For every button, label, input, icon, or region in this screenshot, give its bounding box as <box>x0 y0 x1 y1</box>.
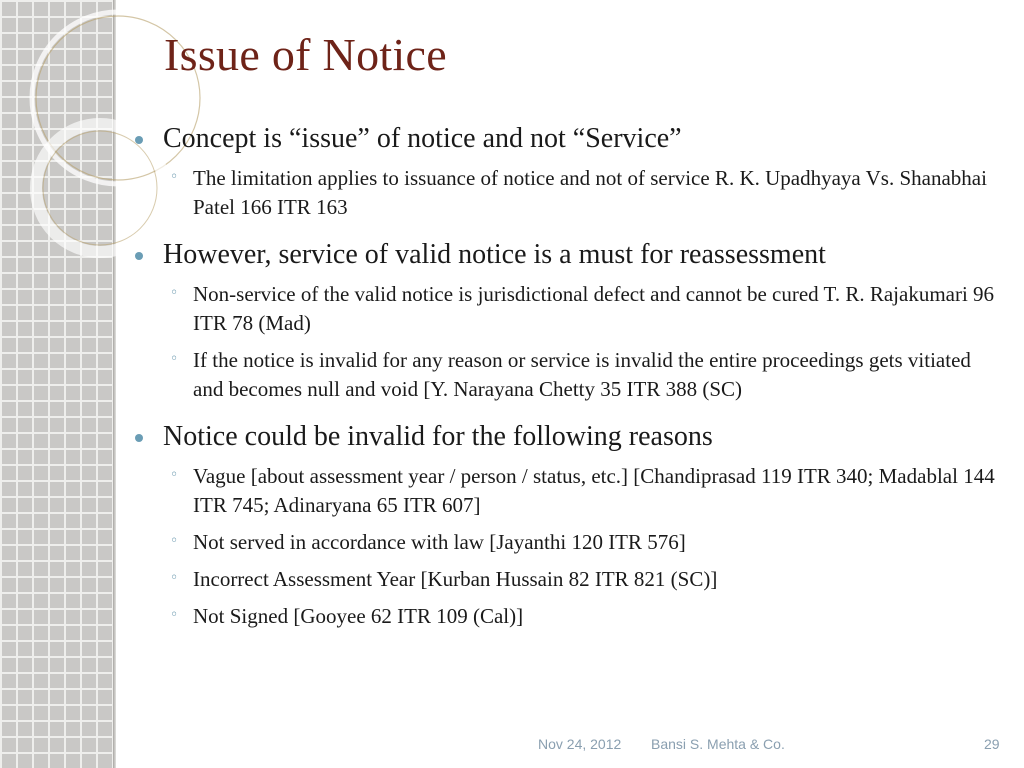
sub-bullet-text: Non-service of the valid notice is jurisdictional defect and cannot be cured T. R. Rajakumari 96 ITR 78 (Mad) <box>193 282 995 335</box>
sub-bullet-text: The limitation applies to issuance of notice and not of service R. K. Upadhyaya Vs. Shanabhai Patel 166 ITR 163 <box>193 166 987 219</box>
sub-bullet-item <box>133 602 1003 631</box>
sub-bullet-item <box>133 346 1003 404</box>
sub-bullet-item <box>133 280 1003 338</box>
sub-bullet-text: Not Signed [Gooyee 62 ITR 109 (Cal)] <box>193 604 524 628</box>
circle-bullet-icon: ◦ <box>170 570 179 586</box>
footer-date: Nov 24, 2012 <box>538 736 622 752</box>
bullet-text: Concept is “issue” of notice and not “Service” <box>163 123 682 154</box>
sub-bullet-text: If the notice is invalid for any reason or service is invalid the entire proceedings gets vitiated and becomes null and void [Y. Narayana Chetty 35 ITR 388 (SC) <box>193 348 971 401</box>
footer-company: Bansi S. Mehta & Co. <box>651 736 785 752</box>
sub-bullet-item <box>133 565 1003 594</box>
sub-bullet-item <box>133 462 1003 520</box>
circle-bullet-icon: ◦ <box>170 533 179 549</box>
bullet-item <box>133 122 1003 156</box>
bullet-dot-icon <box>135 252 143 260</box>
bullet-group <box>133 420 1003 631</box>
bullet-group <box>133 238 1003 404</box>
bullet-group <box>133 122 1003 222</box>
sub-bullet-text: Vague [about assessment year / person / status, etc.] [Chandiprasad 119 ITR 340; Madablal 144 ITR 745; Adinaryana 65 ITR 607] <box>193 464 995 517</box>
bullet-dot-icon <box>135 434 143 442</box>
sub-bullet-text: Incorrect Assessment Year [Kurban Hussain 82 ITR 821 (SC)] <box>193 567 718 591</box>
bullet-item <box>133 420 1003 454</box>
circle-bullet-icon: ◦ <box>170 467 179 483</box>
slide-content <box>133 122 1003 647</box>
footer-page-number: 29 <box>984 736 1000 752</box>
circle-bullet-icon: ◦ <box>170 285 179 301</box>
circle-bullet-icon: ◦ <box>170 169 179 185</box>
bullet-text: However, service of valid notice is a must for reassessment <box>163 239 826 270</box>
bullet-item <box>133 238 1003 272</box>
sub-bullet-item <box>133 528 1003 557</box>
circle-bullet-icon: ◦ <box>170 607 179 623</box>
circle-bullet-icon: ◦ <box>170 351 179 367</box>
bullet-text: Notice could be invalid for the following reasons <box>163 421 713 452</box>
sub-bullet-text: Not served in accordance with law [Jayanthi 120 ITR 576] <box>193 530 686 554</box>
slide-title: Issue of Notice <box>164 29 447 80</box>
bullet-dot-icon <box>135 136 143 144</box>
sub-bullet-item <box>133 164 1003 222</box>
